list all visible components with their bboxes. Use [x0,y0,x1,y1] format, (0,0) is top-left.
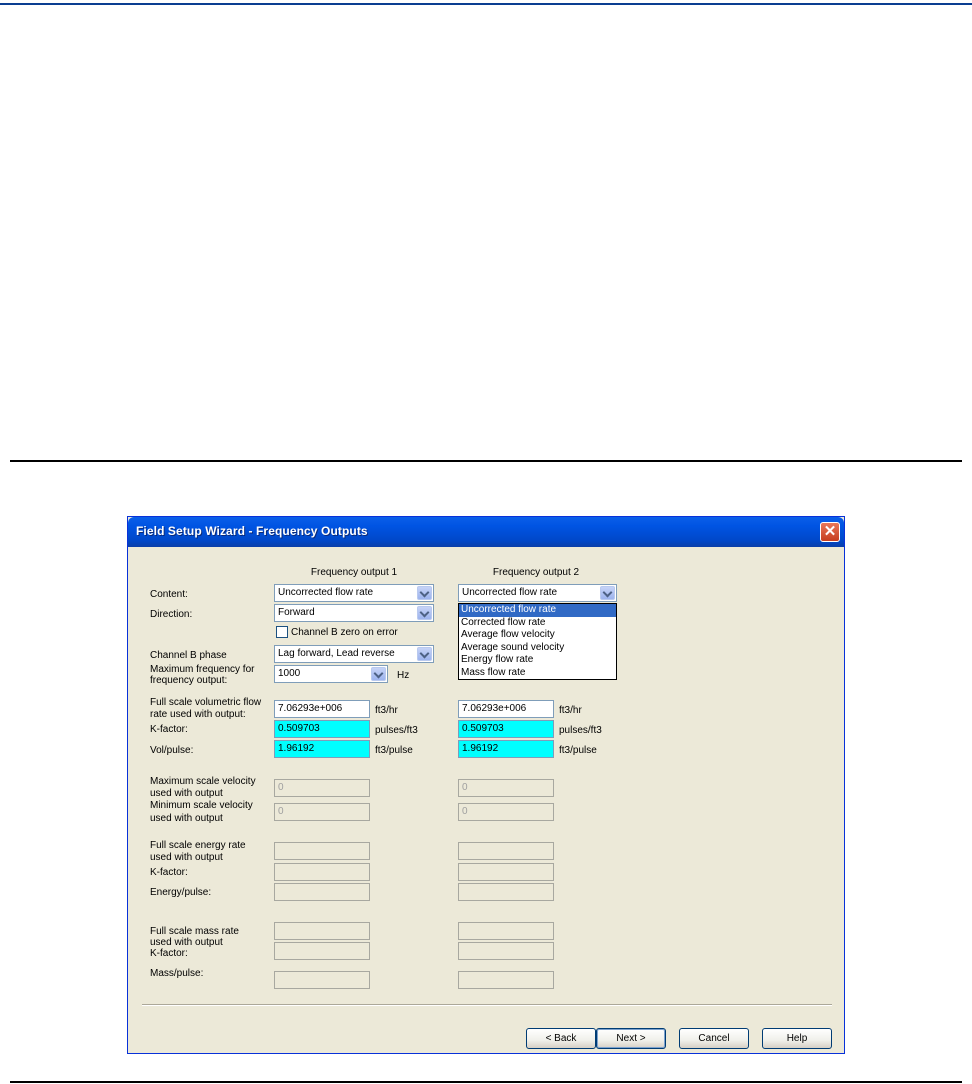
k-factor-field-output-2[interactable]: 0.509703 [458,720,554,738]
full-scale-mass-label-line-2: used with output [150,937,223,948]
full-scale-energy-label-line-1: Full scale energy rate [150,840,246,851]
min-scale-velocity-label-line-1: Minimum scale velocity [150,800,253,811]
max-scale-velocity-field-output-1[interactable]: 0 [274,779,370,797]
channel-b-phase-value: Lag forward, Lead reverse [278,648,395,659]
min-scale-velocity-field-output-2[interactable]: 0 [458,803,554,821]
vol-pulse-field-output-2[interactable]: 1.96192 [458,740,554,758]
full-scale-mass-field-output-1[interactable] [274,922,370,940]
mass-pulse-field-output-1[interactable] [274,971,370,989]
column-header-output-2: Frequency output 2 [492,567,580,578]
k-factor-label: K-factor: [150,724,188,735]
max-scale-velocity-field-output-2[interactable]: 0 [458,779,554,797]
column-header-output-1: Frequency output 1 [310,567,398,578]
full-scale-mass-label-line-1: Full scale mass rate [150,926,239,937]
k-factor-unit-output-2: pulses/ft3 [559,725,602,736]
min-scale-velocity-field-output-1[interactable]: 0 [274,803,370,821]
mass-k-factor-field-output-2[interactable] [458,942,554,960]
mass-pulse-field-output-2[interactable] [458,971,554,989]
vol-pulse-unit-output-1: ft3/pulse [375,745,413,756]
energy-pulse-label: Energy/pulse: [150,887,212,898]
vol-pulse-unit-output-2: ft3/pulse [559,745,597,756]
max-frequency-label-line-2: frequency output: [150,675,228,686]
back-button[interactable]: < Back [526,1028,596,1049]
mass-k-factor-field-output-1[interactable] [274,942,370,960]
full-scale-vol-label-line-1: Full scale volumetric flow [150,697,262,708]
vol-pulse-label: Vol/pulse: [150,745,194,756]
full-scale-vol-field-output-2[interactable]: 7.06293e+006 [458,700,554,718]
dropdown-option[interactable]: Mass flow rate [461,666,526,678]
page-rule-lower [10,1081,962,1083]
button-separator [142,1004,832,1006]
chevron-down-icon [417,586,432,600]
cancel-button[interactable]: Cancel [679,1028,749,1049]
help-button[interactable]: Help [762,1028,832,1049]
energy-k-factor-label: K-factor: [150,867,188,878]
chevron-down-icon [417,606,432,620]
dropdown-option[interactable]: Average sound velocity [461,641,565,653]
full-scale-energy-field-output-2[interactable] [458,842,554,860]
channel-b-phase-select[interactable] [274,645,434,663]
vol-pulse-field-output-1[interactable]: 1.96192 [274,740,370,758]
next-button[interactable]: Next > [596,1028,666,1049]
energy-k-factor-field-output-2[interactable] [458,863,554,881]
page-top-rule [0,3,972,5]
dropdown-option[interactable]: Corrected flow rate [461,616,546,628]
max-frequency-label-line-1: Maximum frequency for [150,664,255,675]
content-label: Content: [150,589,188,600]
energy-pulse-field-output-2[interactable] [458,883,554,901]
max-frequency-value: 1000 [278,668,301,679]
direction-select-value: Forward [278,607,315,618]
max-scale-velocity-label-line-1: Maximum scale velocity [150,776,256,787]
direction-select-output-1[interactable] [274,604,434,622]
dropdown-option[interactable]: Uncorrected flow rate [459,604,616,617]
channel-b-phase-label: Channel B phase [150,650,227,661]
energy-k-factor-field-output-1[interactable] [274,863,370,881]
content-select-output-1-value: Uncorrected flow rate [278,587,374,598]
full-scale-vol-unit-output-1: ft3/hr [375,705,398,716]
k-factor-field-output-1[interactable]: 0.509703 [274,720,370,738]
full-scale-energy-field-output-1[interactable] [274,842,370,860]
mass-k-factor-label: K-factor: [150,948,188,959]
direction-label: Direction: [150,609,193,620]
k-factor-unit-output-1: pulses/ft3 [375,725,418,736]
max-scale-velocity-label-line-2: used with output [150,788,223,799]
close-icon[interactable]: ✕ [820,522,840,542]
title-bar [128,517,844,547]
frequency-outputs-dialog [127,516,845,1054]
channel-b-zero-label: Channel B zero on error [291,627,398,638]
dropdown-option[interactable]: Average flow velocity [461,629,555,640]
chevron-down-icon [371,667,386,681]
full-scale-energy-label-line-2: used with output [150,852,223,863]
content-select-output-1[interactable] [274,584,434,602]
page-rule-upper [10,460,962,462]
dropdown-option[interactable]: Energy flow rate [461,654,534,665]
full-scale-vol-unit-output-2: ft3/hr [559,705,582,716]
full-scale-vol-field-output-1[interactable]: 7.06293e+006 [274,700,370,718]
chevron-down-icon [600,586,615,600]
window-title: Field Setup Wizard - Frequency Outputs [136,524,368,538]
min-scale-velocity-label-line-2: used with output [150,813,223,824]
max-frequency-select[interactable] [274,665,388,683]
mass-pulse-label: Mass/pulse: [150,968,204,979]
content-dropdown-list-output-2 [458,603,617,680]
chevron-down-icon [417,647,432,661]
full-scale-mass-field-output-2[interactable] [458,922,554,940]
max-frequency-unit: Hz [397,670,410,681]
content-select-output-2[interactable] [458,584,617,602]
content-select-output-2-value: Uncorrected flow rate [462,587,558,598]
channel-b-zero-checkbox[interactable] [276,626,288,638]
energy-pulse-field-output-1[interactable] [274,883,370,901]
full-scale-vol-label-line-2: rate used with output: [150,709,246,720]
